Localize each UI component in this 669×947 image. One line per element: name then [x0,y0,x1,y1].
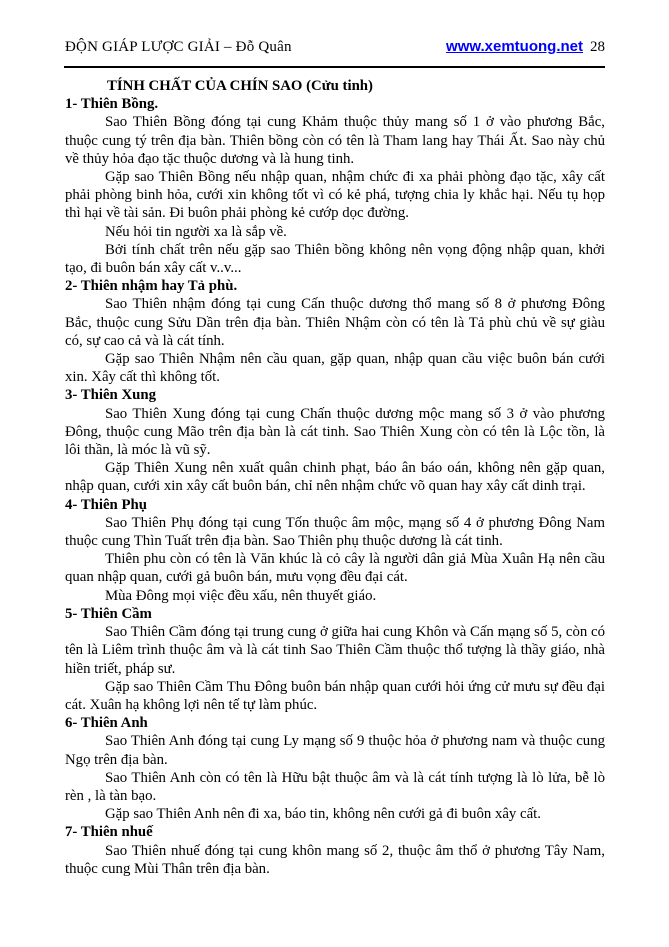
document-content [65,77,605,878]
header-right-group [446,38,605,56]
paragraph: Gặp sao Thiên Bồng nếu nhập quan, nhậm chức đi xa phải phòng đạo tặc, xây cất phải phòng binh hỏa, cưới xin không tốt vì có kẻ phá, tượng chia ly khắc hại. Nếu tụ họp thì hại về tài sản. Đi buôn phải phòng kẻ cướp dọc đường. [65,169,605,222]
section-heading-5: 5- Thiên Cầm [65,605,152,622]
sections-container [65,95,605,878]
section-heading-7: 7- Thiên nhuế [65,824,153,841]
paragraph: Gặp sao Thiên Cầm Thu Đông buôn bán nhập quan cưới hỏi ứng cử mưu sự đều đại cát. Xuân hạ không lợi nên tế tự làm phúc. [65,678,605,713]
paragraph: Bởi tính chất trên nếu gặp sao Thiên bồng không nên vọng động nhập quan, khởi tạo, đi buôn bán xây cất v..v... [65,241,605,277]
document-header-title: ĐỘN GIÁP LƯỢC GIẢI – Đỗ Quân [65,39,292,55]
paragraph: Nếu hỏi tin người xa là sắp về. [105,223,287,240]
paragraph: Gặp sao Thiên Nhậm nên cầu quan, gặp quan, nhập quan cầu việc buôn bán cưới xin. Xây cất thì không tốt. [65,351,605,386]
paragraph: Sao Thiên Cầm đóng tại trung cung ở giữa hai cung Khôn và Cấn mạng số 5, còn có tên là Liêm trình thuộc âm và là cát tinh Sao Thiên Cầm thuộc thổ tượng là thầy giáo, nhà hiền triết, pháp sư. [65,624,605,677]
paragraph: Sao Thiên nhuế đóng tại cung khôn mang số 2, thuộc âm thổ ở phương Tây Nam, thuộc cung Mùi Thân trên địa bàn. [65,842,605,877]
paragraph: Sao Thiên Xung đóng tại cung Chấn thuộc dương mộc mang số 3 ở vào phương Đông, thuộc cung Mão trên địa bàn là cát tinh. Sao Thiên Xung còn có tên là Lộc tồn, là lôi thần, là móc là vũ sỹ. [65,405,605,459]
paragraph: Sao Thiên Bồng đóng tại cung Khảm thuộc thủy mang số 1 ở vào phương Bắc, thuộc cung tý trên địa bàn. Thiên bồng còn có tên là Tham lang hay Thái Ất. Sao này chủ về thủy hỏa đạo tặc thuộc dương và là hung tinh. [65,114,605,167]
section-heading-6: 6- Thiên Anh [65,715,148,732]
section-heading-4: 4- Thiên Phụ [65,496,147,513]
paragraph: Sao Thiên Anh đóng tại cung Ly mạng số 9 thuộc hỏa ở phương nam và thuộc cung Ngọ trên địa bàn. [65,733,605,768]
paragraph: Mùa Đông mọi việc đều xấu, nên thuyết giáo. [105,587,377,604]
paragraph: Sao Thiên Phụ đóng tại cung Tốn thuộc âm mộc, mạng số 4 ở phương Đông Nam thuộc cung Thìn Tuất trên địa bàn. Sao Thiên phụ thuộc dương là cát tinh. [65,514,605,550]
section-heading-1: 1- Thiên Bồng. [65,96,159,113]
paragraph: Sao Thiên Anh còn có tên là Hữu bật thuộc âm và là cát tính tượng là lò lửa, bễ lò rèn , là tàn bạo. [65,769,605,804]
page-number: 28 [590,39,605,55]
paragraph: Sao Thiên nhậm đóng tại cung Cấn thuộc dương thổ mang số 8 ở phương Đông Bắc, thuộc cung Sửu Dần trên địa bàn. Thiên Nhậm còn có tên là Tả phù chủ về sự giàu có, sự cao cả và là cát tính. [65,296,605,349]
section-heading-2: 2- Thiên nhậm hay Tả phù. [65,278,238,295]
page-header [65,38,605,56]
paragraph: Gặp sao Thiên Anh nên đi xa, báo tin, không nên cưới gả đi buôn xây cất. [105,806,541,823]
header-divider [64,66,605,68]
paragraph: Thiên phu còn có tên là Văn khúc là cỏ cây là người dân giả Mùa Xuân Hạ nên cầu quan nhập quan, cưới gả buôn bán, mưu vọng đều đại cát. [65,551,605,586]
website-link[interactable]: www.xemtuong.net [446,38,583,55]
section-heading-3: 3- Thiên Xung [65,387,157,404]
paragraph: Gặp Thiên Xung nên xuất quân chinh phạt, báo ân báo oán, không nên gặp quan, nhập quan, cưới xin xây cất buôn bán, chỉ nên nhậm chức võ quan hay xây cất dinh trại. [65,460,605,495]
document-title: TÍNH CHẤT CỦA CHÍN SAO (Cửu tinh) [107,78,373,94]
